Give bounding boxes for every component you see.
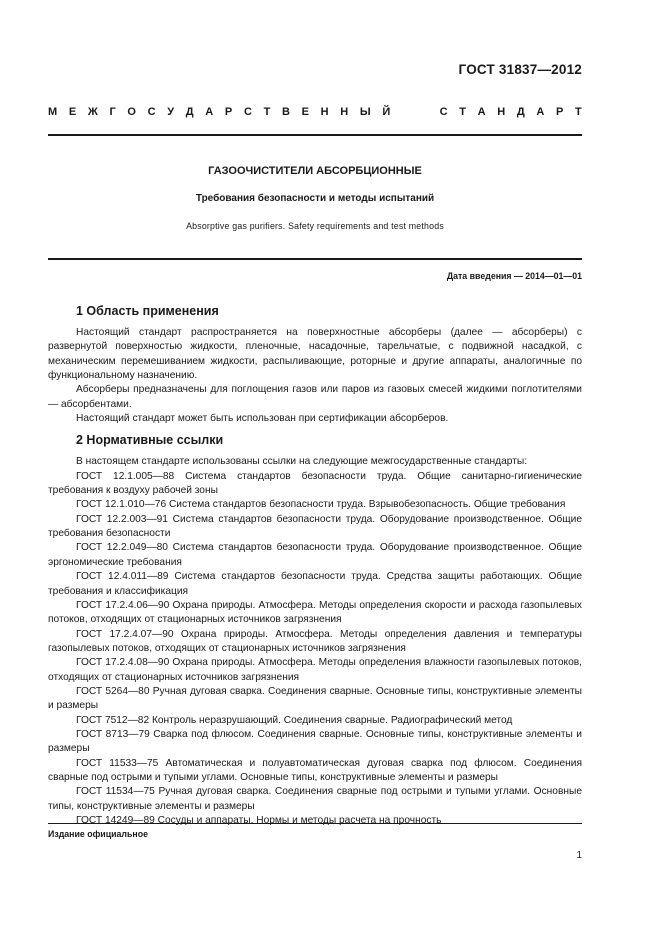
banner-word-gap: [402, 106, 428, 118]
banner-letter: Т: [575, 106, 582, 118]
banner-letter: Д: [185, 106, 194, 118]
banner-letter: У: [167, 106, 175, 118]
english-title: Absorptive gas purifiers. Safety requirements and test methods: [186, 221, 444, 231]
banner-letter: Е: [68, 106, 77, 118]
banner-letter: Ы: [359, 106, 371, 118]
paragraph: Настоящий стандарт может быть использован при сертификации абсорберов.: [76, 413, 449, 425]
reference-entry: ГОСТ 12.1.010—76 Система стандартов безопасности труда. Взрывобезопасность. Общие требования: [76, 499, 566, 511]
reference-entry: ГОСТ 8713—79 Сварка под флюсом. Соединения сварные. Основные типы, конструктивные элементы и размеры: [48, 728, 582, 755]
paragraph: Настоящий стандарт распространяется на поверхностные абсорберы (далее — абсорберы) с развернутой поверхностью жидкости, пленочные, насадочные, тарельчатые, с подвижной насадкой, с механическим перемешиванием жидкости, распыливающие, роторные и другие аппараты, аналогичные по функциональному назначению.: [48, 327, 582, 382]
paragraph: Абсорберы предназначены для поглощения газов или паров из газовых смесей жидкими поглотителями — абсорбентами.: [48, 384, 582, 410]
banner-letter: Р: [555, 106, 564, 118]
document-body: [48, 303, 582, 828]
banner-letter: Н: [497, 106, 506, 118]
document-title: ГАЗООЧИСТИТЕЛИ АБСОРБЦИОННЫЕ: [208, 165, 422, 177]
reference-entry: ГОСТ 12.4.011—89 Система стандартов безопасности труда. Средства защиты работающих. Общие требования и классификация: [48, 571, 582, 597]
reference-entry: ГОСТ 11534—75 Ручная дуговая сварка. Соединения сварные под острыми и тупыми углами. Основные типы, конструктивные элементы и размеры: [48, 786, 582, 812]
introduction-date: Дата введения — 2014—01—01: [446, 271, 582, 281]
banner-letter: Д: [516, 106, 525, 118]
banner-letter: Г: [109, 106, 116, 118]
reference-entry: ГОСТ 17.2.4.07—90 Охрана природы. Атмосфера. Методы определения давления и температуры газопылевых потоков, отходящих от стационарных источников загрязнения: [48, 628, 582, 654]
footer-divider: [48, 823, 582, 824]
reference-entry: ГОСТ 14249—89 Сосуды и аппараты. Нормы и методы расчета на прочность: [76, 815, 442, 826]
banner-letter: А: [205, 106, 214, 118]
standard-number: ГОСТ 31837—2012: [458, 62, 582, 77]
reference-entry: ГОСТ 7512—82 Контроль неразрушающий. Соединения сварные. Радиографический метод: [76, 714, 513, 726]
banner-letter: М: [48, 106, 58, 118]
banner-letter: Т: [459, 106, 466, 118]
banner-letter: О: [127, 106, 136, 118]
banner-letter: Р: [224, 106, 233, 118]
banner-letter: С: [243, 106, 252, 118]
banner-letter: С: [147, 106, 156, 118]
banner-letter: Т: [263, 106, 271, 118]
banner-letter: В: [281, 106, 290, 118]
section-heading: 1 Область применения: [76, 304, 219, 318]
reference-entry: ГОСТ 11533—75 Автоматическая и полуавтоматическая дуговая сварка под флюсом. Соединения сварные под острыми и тупыми углами. Основные типы, конструктивные элементы и размеры: [48, 757, 582, 783]
banner-letter: Е: [301, 106, 309, 118]
reference-entry: ГОСТ 12.2.003—91 Система стандартов безопасности труда. Оборудование производственное. Общие требования безопасности: [48, 513, 582, 540]
paragraph: В настоящем стандарте использованы ссылки на следующие межгосударственные стандарты:: [76, 456, 528, 468]
reference-entry: ГОСТ 17.2.4.08—90 Охрана природы. Атмосфера. Методы определения влажности газопылевых потоков, отходящих от стационарных источников загрязнения: [48, 657, 582, 683]
reference-entry: ГОСТ 17.2.4.06—90 Охрана природы. Атмосфера. Методы определения скорости и расхода газопылевых потоков, отходящих от стационарных источников загрязнения: [48, 599, 582, 626]
official-edition-label: Издание официальное: [48, 829, 148, 839]
reference-entry: ГОСТ 12.1.005—88 Система стандартов безопасности труда. Общие санитарно-гигиенические требования к воздуху рабочей зоны: [48, 470, 582, 497]
banner-letter: А: [477, 106, 486, 118]
banner-letter: Ж: [87, 106, 98, 118]
banner-letter: А: [536, 106, 545, 118]
page-number: 1: [576, 850, 582, 861]
top-divider: [48, 134, 582, 136]
title-divider: [48, 258, 582, 260]
reference-entry: ГОСТ 5264—80 Ручная дуговая сварка. Соединения сварные. Основные типы, конструктивные элементы и размеры: [48, 685, 582, 712]
banner-letter: Й: [382, 106, 391, 118]
banner-letter: Н: [340, 106, 349, 118]
banner-letter: С: [439, 106, 448, 118]
interstate-standard-banner: [48, 106, 582, 118]
reference-entry: ГОСТ 12.2.049—80 Система стандартов безопасности труда. Оборудование производственное. Общие эргономические требования: [48, 542, 582, 568]
section-heading: 2 Нормативные ссылки: [76, 433, 224, 448]
banner-letter: Н: [320, 106, 329, 118]
document-subtitle: Требования безопасности и методы испытаний: [195, 193, 435, 204]
